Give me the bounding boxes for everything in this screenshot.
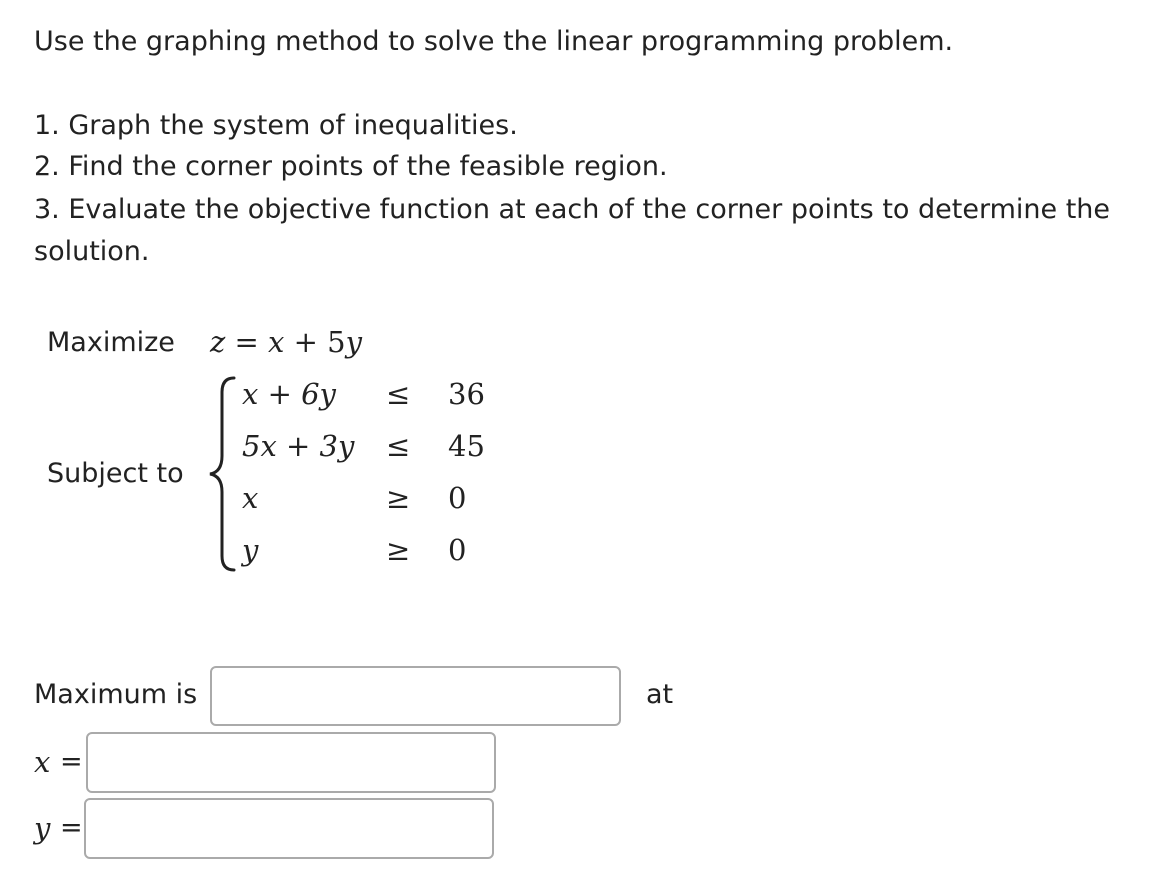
constraint-3-rhs: 0 — [448, 481, 467, 515]
subject-to-label: Subject to — [47, 458, 184, 489]
constraint-2-lhs: 5x + 3y — [242, 429, 355, 463]
constraint-3-relation: ≥ — [386, 481, 411, 515]
x-variable-label: x — [34, 745, 51, 779]
step-2: 2. Find the corner points of the feasible region. — [34, 151, 668, 182]
constraint-2-relation: ≤ — [386, 429, 411, 463]
constraint-1-relation: ≤ — [386, 377, 411, 411]
y-value-input[interactable] — [84, 798, 494, 859]
objective-function: z = x + 5y — [210, 325, 362, 359]
constraint-1-rhs: 36 — [448, 377, 485, 411]
constraint-1-lhs: x + 6y — [242, 377, 336, 411]
maximize-label: Maximize — [47, 327, 175, 358]
constraint-2-rhs: 45 — [448, 429, 485, 463]
step-3: 3. Evaluate the objective function at each of the corner points to determine the — [34, 194, 1111, 225]
x-value-input[interactable] — [86, 732, 496, 793]
constraint-4-relation: ≥ — [386, 533, 411, 567]
constraint-3-lhs: x — [242, 481, 259, 515]
instructions-title: Use the graphing method to solve the linear programming problem. — [34, 26, 954, 57]
at-label: at — [646, 679, 674, 710]
step-3-continued: solution. — [34, 236, 150, 267]
maximum-label: Maximum is — [34, 679, 198, 710]
y-variable-label: y — [34, 811, 51, 845]
x-equals-sign: = — [60, 746, 83, 777]
y-equals-sign: = — [60, 812, 83, 843]
constraint-4-lhs: y — [242, 533, 259, 567]
constraint-4-rhs: 0 — [448, 533, 467, 567]
left-brace-icon — [204, 374, 240, 574]
step-1: 1. Graph the system of inequalities. — [34, 110, 518, 141]
maximum-value-input[interactable] — [210, 666, 621, 726]
